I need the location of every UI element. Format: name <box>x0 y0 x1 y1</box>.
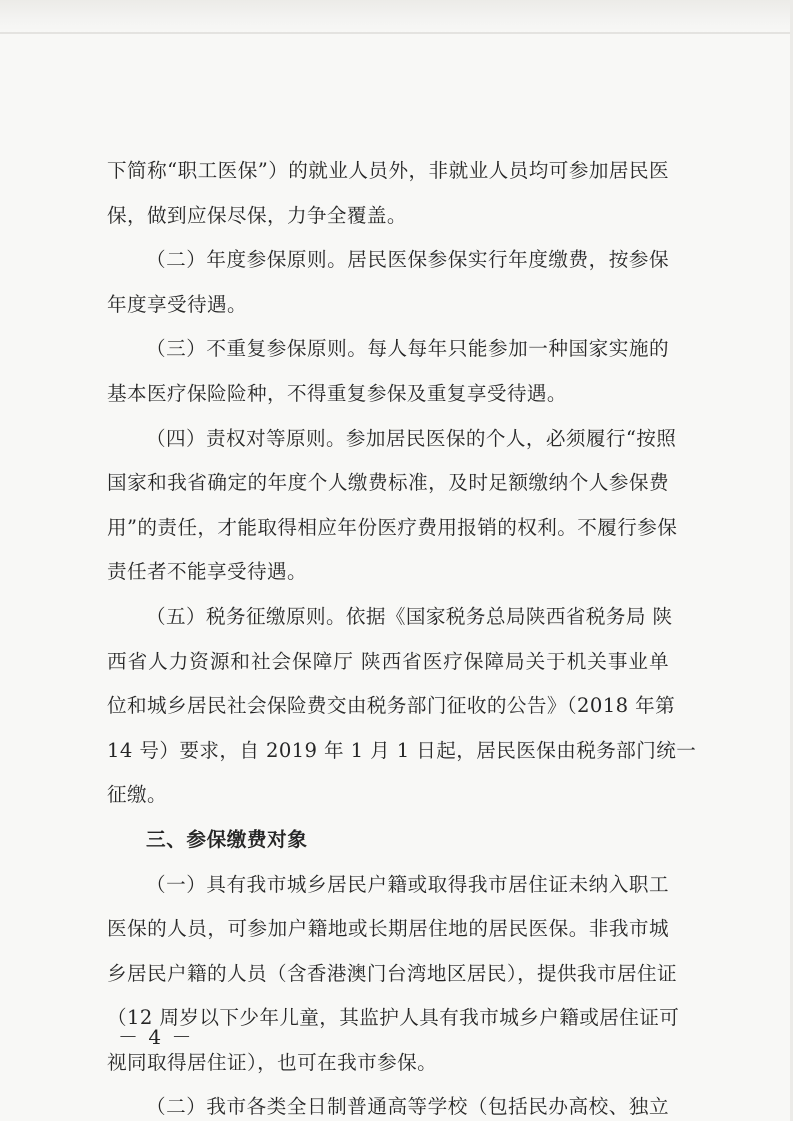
text-line: 下简称“职工医保”）的就业人员外，非就业人员均可参加居民医 <box>107 159 669 182</box>
text-line: 14 号）要求，自 2019 年 1 月 1 日起，居民医保由税务部门统一 <box>107 738 697 762</box>
page-number: － 4 － <box>118 1025 194 1049</box>
text-line: 国家和我省确定的年度个人缴费标准，及时足额缴纳个人参保费 <box>107 471 669 495</box>
text-line: 责任者不能享受待遇。 <box>107 560 307 584</box>
text-line: 医保的人员，可参加户籍地或长期居住地的居民医保。非我市城 <box>107 917 669 941</box>
text-line: （二）我市各类全日制普通高等学校（包括民办高校、独立 <box>146 1095 669 1119</box>
text-line: 基本医疗保险险种，不得重复参保及重复享受待遇。 <box>107 381 567 405</box>
text-line: （五）税务征缴原则。依据《国家税务总局陕西省税务局 陕 <box>146 604 673 628</box>
text-line: 位和城乡居民社会保险费交由税务部门征收的公告》（2018 年第 <box>107 694 676 718</box>
text-line: （二）年度参保原则。居民医保参保实行年度缴费，按参保 <box>146 248 669 272</box>
text-line: 乡居民户籍的人员（含香港澳门台湾地区居民），提供我市居住证 <box>107 961 678 985</box>
text-line: 年度享受待遇。 <box>107 292 247 316</box>
scan-top-edge <box>0 32 793 34</box>
section-heading: 三、参保缴费对象 <box>146 827 308 851</box>
text-line: 征缴。 <box>107 783 167 807</box>
text-line: （三）不重复参保原则。每人每年只能参加一种国家实施的 <box>146 337 669 361</box>
text-line: （一）具有我市城乡居民户籍或取得我市居住证未纳入职工 <box>146 872 669 896</box>
text-line: （12 周岁以下少年儿童，其监护人具有我市城乡户籍或居住证可 <box>107 1006 680 1030</box>
text-line: 用”的责任，才能取得相应年份医疗费用报销的权利。不履行参保 <box>107 515 678 539</box>
document-body <box>107 149 697 1121</box>
scan-top-shadow <box>0 0 793 34</box>
text-line: 视同取得居住证），也可在我市参保。 <box>107 1050 438 1074</box>
text-line: 保，做到应保尽保，力争全覆盖。 <box>107 203 407 227</box>
text-line: 西省人力资源和社会保障厅 陕西省医疗保障局关于机关事业单 <box>107 649 669 673</box>
text-line: （四）责权对等原则。参加居民医保的个人，必须履行“按照 <box>146 426 677 450</box>
